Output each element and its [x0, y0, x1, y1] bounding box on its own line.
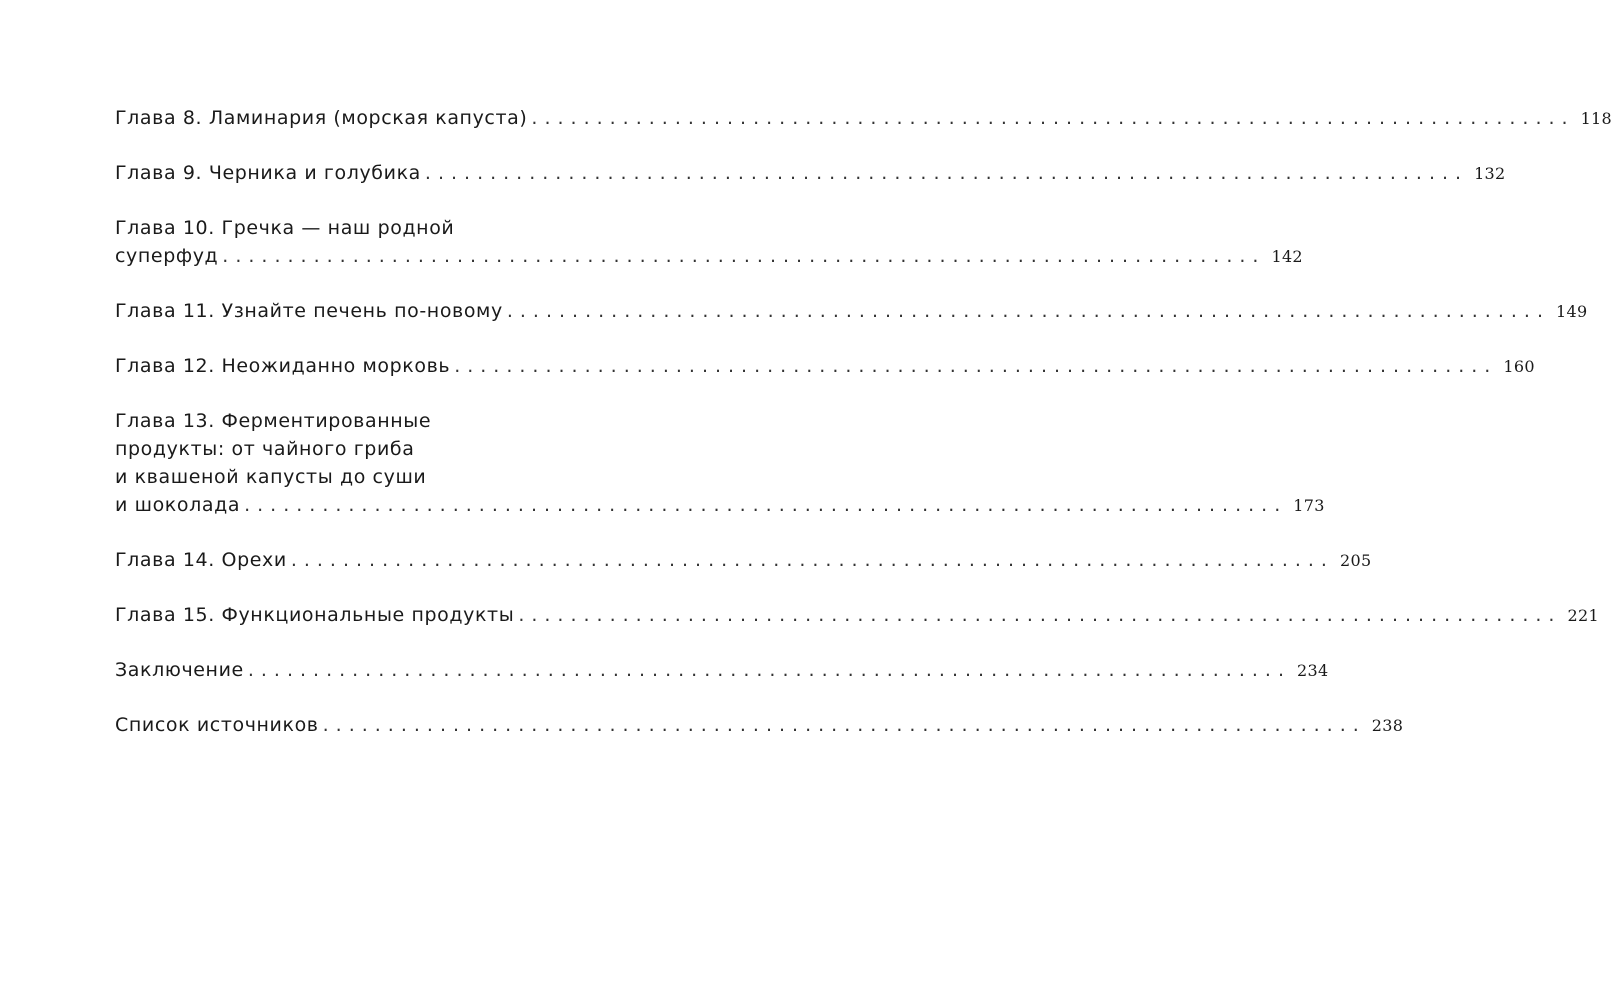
toc-entry-references[interactable]: [115, 711, 1404, 740]
dot-leader: ................................................................................: [322, 714, 1366, 736]
toc-entry-chapter-14[interactable]: [115, 546, 1372, 575]
toc-entry-title: Заключение: [115, 659, 244, 681]
toc-page-number: 149: [1556, 302, 1588, 321]
dot-leader: ................................................................................: [222, 245, 1266, 267]
toc-entry-title: Глава 8. Ламинария (морская капуста): [115, 107, 528, 129]
dot-leader: ................................................................................: [244, 494, 1288, 516]
toc-entry-title: Глава 12. Неожиданно морковь: [115, 355, 451, 377]
table-of-contents: [115, 104, 1612, 766]
toc-entry-chapter-9[interactable]: [115, 159, 1506, 188]
toc-entry-title-line: Глава 10. Гречка — наш родной: [115, 217, 455, 239]
toc-page-number: 118: [1580, 109, 1612, 128]
toc-entry-title-line: продукты: от чайного гриба: [115, 438, 415, 460]
toc-entry-title: Глава 14. Орехи: [115, 549, 287, 571]
dot-leader: ................................................................................: [531, 107, 1575, 129]
toc-entry-chapter-8[interactable]: [115, 104, 1612, 133]
dot-leader: ................................................................................: [247, 659, 1291, 681]
toc-entry-chapter-11[interactable]: [115, 297, 1588, 326]
toc-page-number: 132: [1474, 164, 1506, 183]
toc-entry-title: Глава 15. Функциональные продукты: [115, 604, 515, 626]
toc-entry-title: Глава 9. Черника и голубика: [115, 162, 421, 184]
dot-leader: ................................................................................: [506, 300, 1551, 322]
toc-page-number: 160: [1503, 357, 1535, 376]
toc-entry-chapter-12[interactable]: [115, 352, 1535, 381]
toc-entry-title-line: и квашеной капусты до суши: [115, 466, 427, 488]
toc-entry-chapter-13[interactable]: [115, 407, 1325, 520]
toc-page-number: 173: [1293, 496, 1325, 515]
toc-entry-chapter-10[interactable]: [115, 214, 1303, 271]
dot-leader: ................................................................................: [454, 355, 1498, 377]
toc-page-number: 234: [1297, 661, 1329, 680]
toc-entry-title: Список источников: [115, 714, 319, 736]
toc-page-number: 142: [1271, 247, 1303, 266]
toc-entry-title: Глава 11. Узнайте печень по-новому: [115, 300, 503, 322]
toc-entry-chapter-15[interactable]: [115, 601, 1599, 630]
dot-leader: ................................................................................: [290, 549, 1334, 571]
toc-entry-title: и шоколада: [115, 494, 241, 516]
toc-page-number: 221: [1567, 606, 1599, 625]
toc-entry-title-line: Глава 13. Ферментированные: [115, 410, 432, 432]
toc-entry-conclusion[interactable]: [115, 656, 1329, 685]
dot-leader: ................................................................................: [424, 162, 1469, 184]
dot-leader: ................................................................................: [518, 604, 1562, 626]
toc-page-number: 238: [1371, 716, 1404, 735]
toc-entry-title: суперфуд: [115, 245, 219, 267]
toc-page-number: 205: [1339, 551, 1372, 570]
